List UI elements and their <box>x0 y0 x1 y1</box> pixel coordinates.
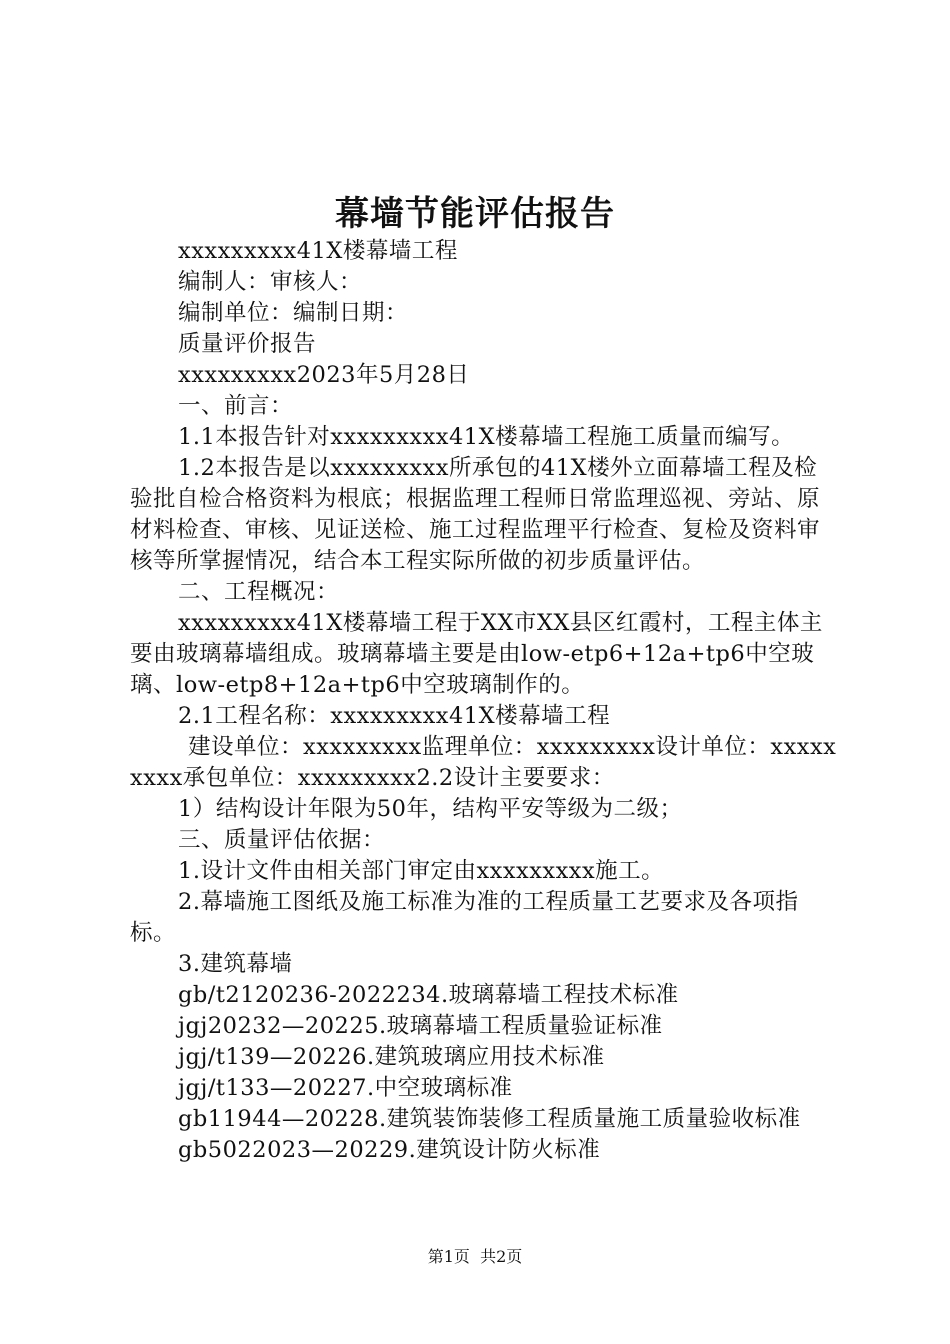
standard-item: gb11944—20228.建筑装饰装修工程质量施工质量验收标准 <box>178 1106 801 1132</box>
section-heading: 二、工程概况： <box>178 579 340 605</box>
paragraph: xxxxxxxxx2023年5月28日 <box>178 362 470 388</box>
page-number: 第1页 共2页 <box>427 1247 523 1266</box>
page-footer <box>0 1244 950 1267</box>
paragraph: 1）结构设计年限为50年，结构平安等级为二级； <box>178 796 683 822</box>
standard-item: jgj/t139—20226.建筑玻璃应用技术标准 <box>178 1044 605 1070</box>
paragraph: xxxxxxxxx41X楼幕墙工程于XX市XX县区红霞村，工程主体主要由玻璃幕墙组成。玻璃幕墙主要是由low-etp6+12a+tp6中空玻璃、low-etp8+12a+tp6中空玻璃制作的。 <box>130 610 823 698</box>
standard-item: gb/t2120236-2022234.玻璃幕墙工程技术标准 <box>178 982 679 1008</box>
section-heading: 三、质量评估依据： <box>178 827 386 853</box>
paragraph: xxxxxxxxx41X楼幕墙工程 <box>178 238 458 264</box>
paragraph: 1.设计文件由相关部门审定由xxxxxxxxx施工。 <box>178 858 665 884</box>
paragraph: 1.2本报告是以xxxxxxxxx所承包的41X楼外立面幕墙工程及检验批自检合格资料为根底；根据监理工程师日常监理巡视、旁站、原材料检查、审核、见证送检、施工过程监理平行检查、复检及资料审核等所掌握情况，结合本工程实际所做的初步质量评估。 <box>130 455 821 574</box>
document-title: 幕墙节能评估报告 <box>335 194 615 234</box>
paragraph: 3.建筑幕墙 <box>178 951 293 977</box>
paragraph: 质量评价报告 <box>178 331 317 357</box>
standard-item: gb5022023—20229.建筑设计防火标准 <box>178 1137 601 1163</box>
paragraph: 编制人：审核人： <box>178 269 363 295</box>
paragraph: 建设单位：xxxxxxxxx监理单位：xxxxxxxxx设计单位：xxxxxxxxx承包单位：xxxxxxxxx2.2设计主要要求： <box>130 734 837 791</box>
paragraph: 2.幕墙施工图纸及施工标准为准的工程质量工艺要求及各项指标。 <box>130 889 799 946</box>
paragraph: 1.1本报告针对xxxxxxxxx41X楼幕墙工程施工质量而编写。 <box>178 424 795 450</box>
paragraph: 2.1工程名称：xxxxxxxxx41X楼幕墙工程 <box>178 703 611 729</box>
standard-item: jgj20232—20225.玻璃幕墙工程质量验证标准 <box>178 1013 663 1039</box>
standard-item: jgj/t133—20227.中空玻璃标准 <box>178 1075 513 1101</box>
section-heading: 一、前言： <box>178 393 294 419</box>
paragraph: 编制单位：编制日期： <box>178 300 409 326</box>
document-body <box>130 236 840 1166</box>
